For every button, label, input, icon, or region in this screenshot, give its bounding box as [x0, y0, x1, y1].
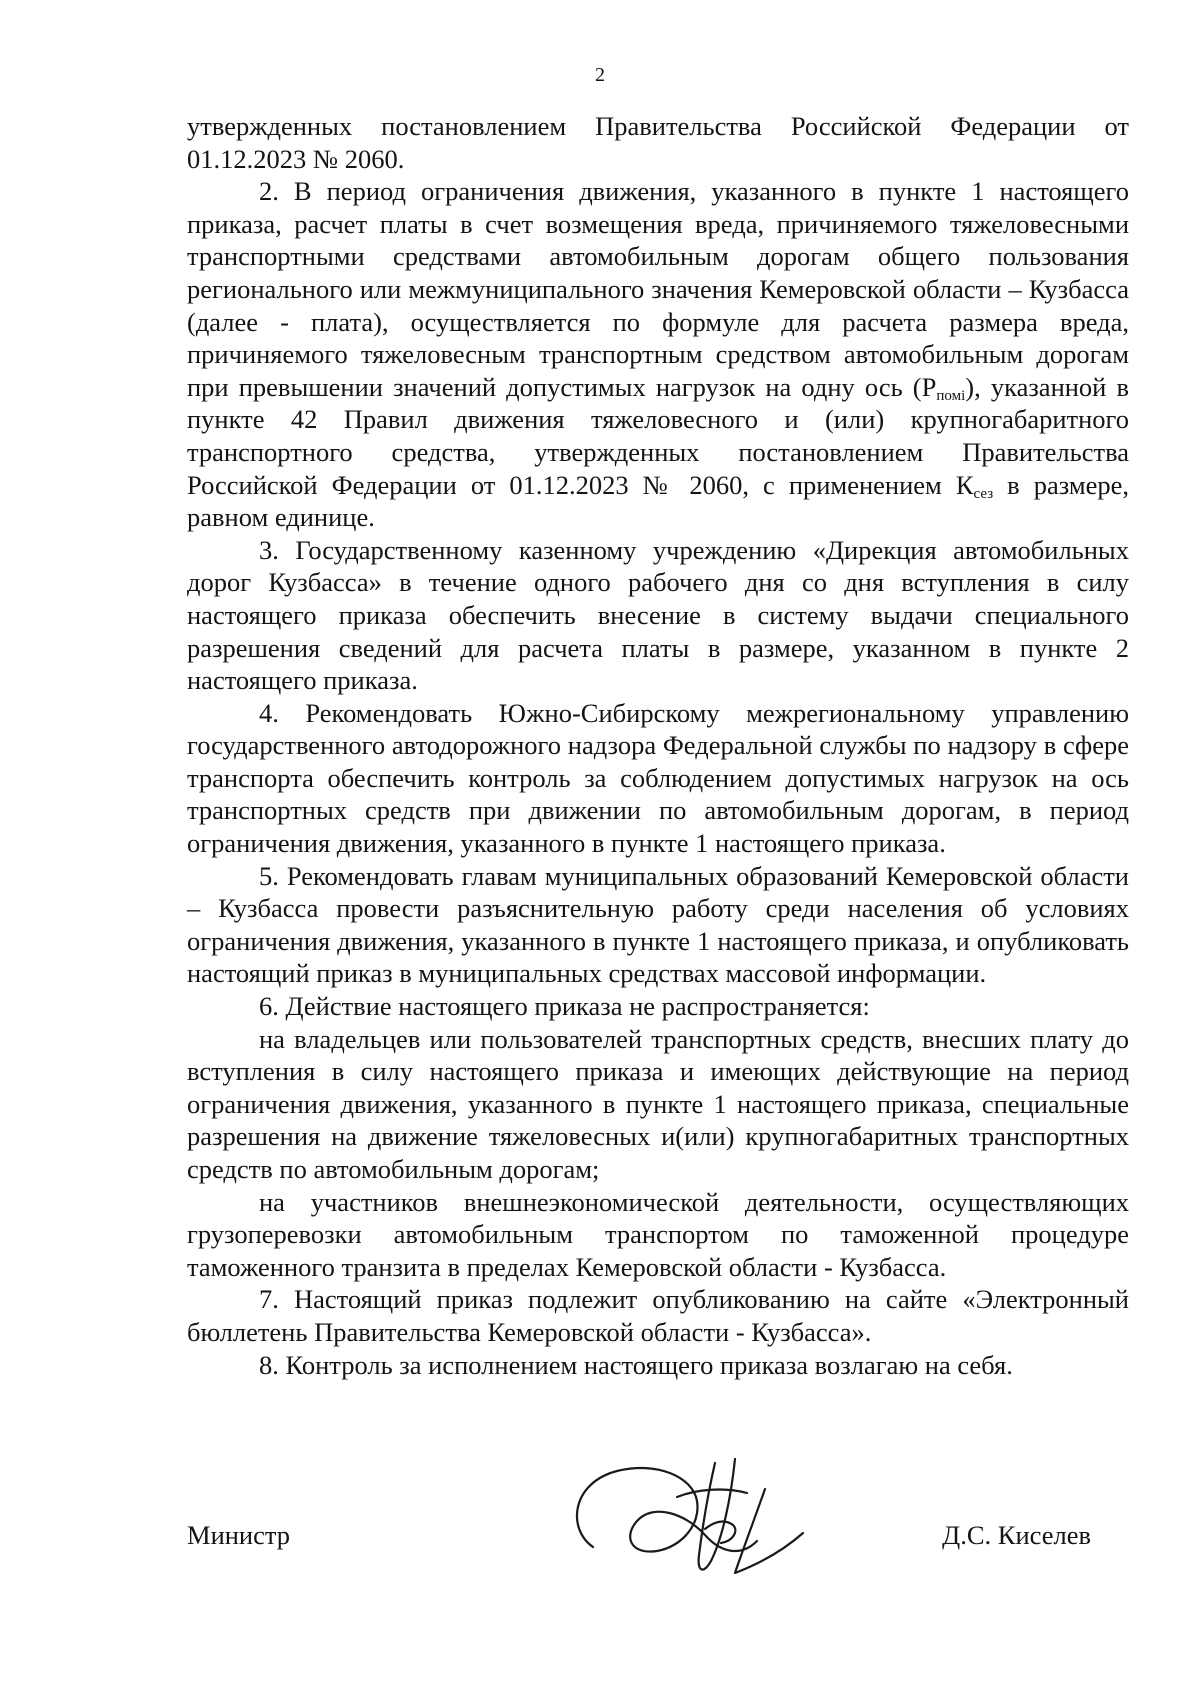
paragraph-item-3: 3. Государственному казенному учреждению «Дирекция автомобильных дорог Кузбасса» в течение одного рабочего дня со дня вступления в силу настоящего приказа обеспечить внесение в систему выдачи специального разрешения сведений для расчета платы в размере, указанном в пункте 2 настоящего приказа.: [187, 534, 1129, 696]
paragraph-item-2-text: 2. В период ограничения движения, указанного в пункте 1 настоящего приказа, расчет платы в счет возмещения вреда, причиняемого тяжеловесными транспортными средствами автомобильным дорогам общего пользования регионального или межмуниципального значения Кемеровской области – Кузбасса (далее - плата), осуществляется по формуле для расчета размера вреда, причиняемого тяжеловесным транспортным средством автомобильным дорогам при превышении значений допустимых нагрузок на одну ось (Р: [187, 176, 1129, 402]
document-body: [187, 110, 1129, 1381]
paragraph-item-6-sub-1: на владельцев или пользователей транспортных средств, внесших плату до вступления в силу настоящего приказа и имеющих действующие на период ограничения движения, указанного в пункте 1 настоящего приказа, специальные разрешения на движение тяжеловесных и(или) крупногабаритных транспортных средств по автомобильным дорогам;: [187, 1023, 1129, 1184]
signer-name: Д.С. Киселев: [942, 1520, 1091, 1550]
paragraph-item-6-sub-2: на участников внешнеэкономической деятельности, осуществляющих грузоперевозки автомобильным транспортом по таможенной процедуре таможенного транзита в пределах Кемеровской области - Кузбасса.: [187, 1186, 1129, 1282]
paragraph-item-4: 4. Рекомендовать Южно-Сибирскому межрегиональному управлению государственного автодорожного надзора Федеральной службы по надзору в сфере транспорта обеспечить контроль за соблюдением допустимых нагрузок на ось транспортных средств при движении по автомобильным дорогам, в период ограничения движения, указанного в пункте 1 настоящего приказа.: [187, 697, 1129, 859]
subscript-sez: сез: [973, 485, 994, 502]
paragraph-item-2: [187, 175, 1129, 534]
handwritten-signature: [565, 1437, 825, 1597]
page-number: 2: [595, 64, 605, 86]
paragraph-item-2-text-cont: ), указанной в пункте 42 Правил движения тяжеловесного и (или) крупногабаритного транспортного средства, утвержденных постановлением Правительства Российской Федерации от 01.12.2023 № 2060, с применением К: [187, 371, 1129, 500]
paragraph-item-5: 5. Рекомендовать главам муниципальных образований Кемеровской области – Кузбасса провести разъяснительную работу среди населения об условиях ограничения движения, указанного в пункте 1 настоящего приказа, и опубликовать настоящий приказ в муниципальных средствах массовой информации.: [187, 860, 1129, 989]
paragraph-item-7: 7. Настоящий приказ подлежит опубликованию на сайте «Электронный бюллетень Правительства Кемеровской области - Кузбасса».: [187, 1284, 1129, 1347]
subscript-pomi: помi: [936, 387, 966, 404]
paragraph-item-2-text-end: в размере, равном единице.: [187, 469, 1130, 533]
signer-title: Министр: [187, 1520, 291, 1550]
signature-tail-stroke: [735, 1489, 803, 1573]
paragraph-continuation: утвержденных постановлением Правительства Российской Федерации от 01.12.2023 № 2060.: [187, 111, 1129, 174]
paragraph-item-6: 6. Действие настоящего приказа не распространяется:: [259, 991, 870, 1022]
signature-cross-stroke: [677, 1490, 747, 1497]
signature-vertical-stroke: [699, 1459, 735, 1570]
paragraph-item-8: 8. Контроль за исполнением настоящего приказа возлагаю на себя.: [259, 1349, 1013, 1380]
